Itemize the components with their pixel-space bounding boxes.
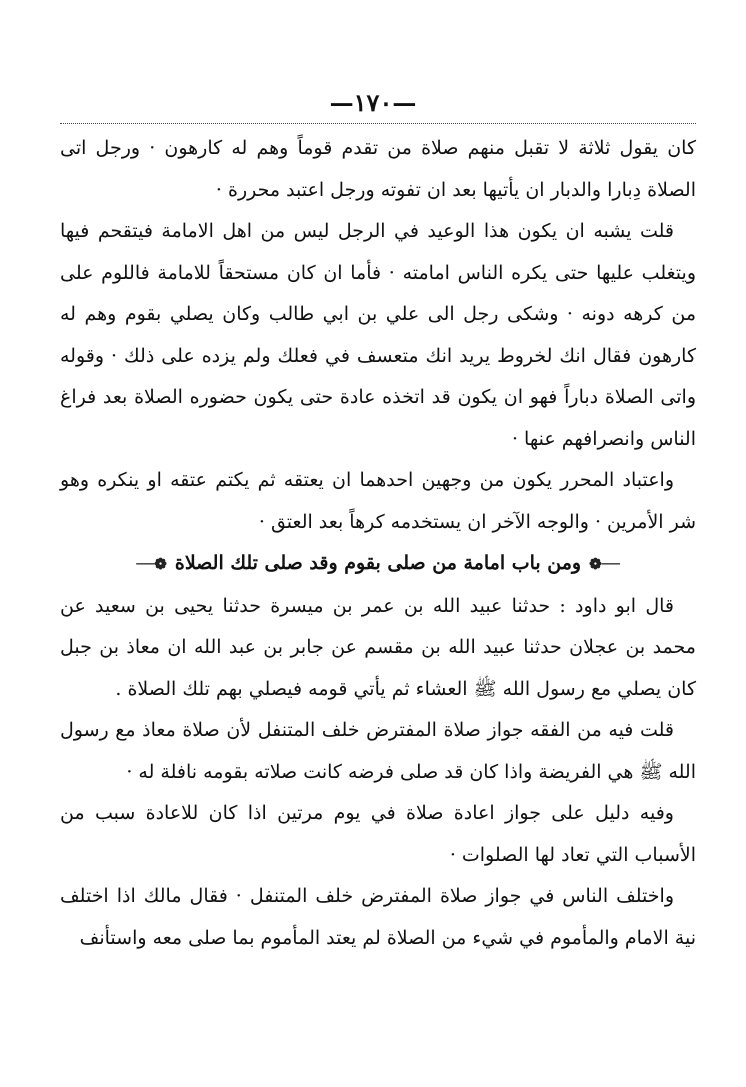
paragraph-5: قلت فيه من الفقه جواز صلاة المفترض خلف المتنفل لأن صلاة معاذ مع رسول الله ﷺ هي الفريضة واذا كان قد صلى فرضه كانت صلاته بقومه نافلة له · [60,719,696,783]
paragraph-4: قال ابو داود : حدثنا عبيد الله بن عمر بن ميسرة حدثنا يحيى بن سعيد عن محمد بن عجلان حدثنا عبيد الله بن مقسم عن جابر بن عبد الله ان معاذ بن جبل كان يصلي مع رسول الله ﷺ العشاء ثم يأتي قومه فيصلي بهم تلك الصلاة . [60,594,696,700]
paragraph-6: وفيه دليل على جواز اعادة صلاة في يوم مرتين اذا كان للاعادة سبب من الأسباب التي تعاد لها الصلوات · [60,802,696,866]
section-heading [60,543,696,586]
paragraph-3: واعتباد المحرر يكون من وجهين احدهما ان يعتقه ثم يكتم عتقه او ينكره وهو شر الأمرين · والوجه الآخر ان يستخدمه كرهاً بعد العتق · [60,469,696,533]
page-body [60,128,696,959]
heading-ornament-right-icon: ──❁ [589,555,620,573]
paragraph-7: واختلف الناس في جواز صلاة المفترض خلف المتنفل · فقال مالك اذا اختلف نية الامام والمأموم في شيء من الصلاة لم يعتد المأموم بما صلى معه واستأنف [60,885,696,949]
paragraph-2: قلت يشبه ان يكون هذا الوعيد في الرجل ليس من اهل الامامة فيتقحم فيها ويتغلب عليها حتى يكره الناس امامته · فأما ان كان مستحقاً للامامة فاللوم على من كرهه دونه · وشكى رجل الى علي بن ابي طالب وكان يصلي بقوم وهم له كارهون فقال انك لخروط يريد انك متعسف في فعلك ولم يزده على ذلك · وقوله واتى الصلاة دباراً فهو ان يكون قد اتخذه عادة حتى يكون حضوره الصلاة بعد فراغ الناس وانصرافهم عنها · [60,220,696,450]
header-divider [60,123,696,124]
heading-ornament-left-icon: ❁── [136,555,167,573]
paragraph-1: كان يقول ثلاثة لا تقبل منهم صلاة من تقدم قوماً وهم له كارهون · ورجل اتى الصلاة دِبارا والدبار ان يأتيها بعد ان تفوته ورجل اعتبد محررة · [60,137,696,201]
section-heading-text: ومن باب امامة من صلى بقوم وقد صلى تلك الصلاة [174,552,582,574]
page-number: —١٧٠— [329,88,417,117]
